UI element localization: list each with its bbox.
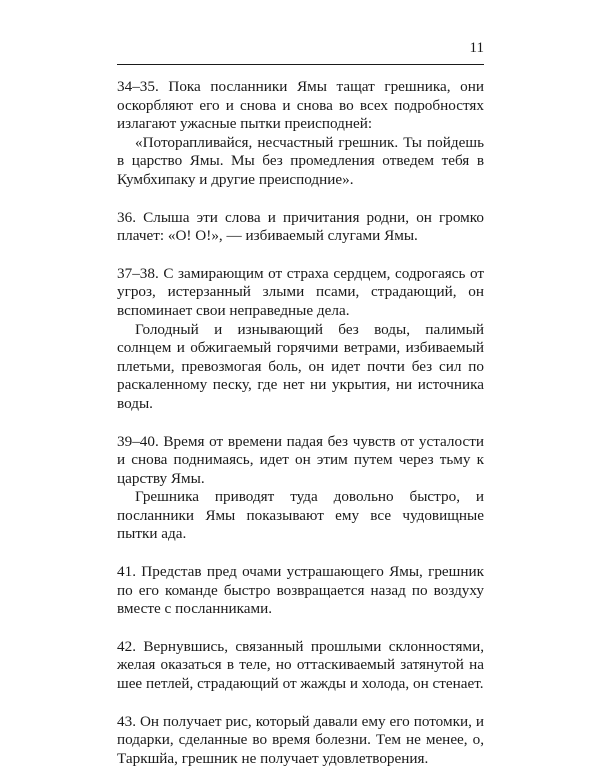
page-content [117, 78, 484, 768]
paragraph-verse-34-35: 34–35. Пока посланники Ямы тащат грешника, они оскорбляют его и снова и снова во всех подробностях излагают ужасные пытки преисподней: [117, 78, 484, 133]
paragraph-verse-36: 36. Слыша эти слова и причитания родни, он громко плачет: «О! О!», — избиваемый слугами Ямы. [117, 208, 484, 245]
page-header [117, 36, 484, 65]
paragraph-verse-42: 42. Вернувшись, связанный прошлыми склонностями, желая оказаться в теле, но оттаскиваемый затянутой на шее петлей, страдающий от жажды и холода, он стенает. [117, 637, 484, 693]
paragraph-verse-39-40-cont: Грешника приводят туда довольно быстро, и посланники Ямы показывают ему все чудовищные пытки ада. [117, 488, 484, 543]
page-number: 11 [469, 40, 484, 56]
paragraph-verse-37-38: 37–38. С замирающим от страха сердцем, содрогаясь от угроз, истерзанный злыми псами, страдающий, он вспоминает свои неправедные дела. [117, 264, 484, 319]
paragraph-verse-41: 41. Представ пред очами устрашающего Ямы, грешник по его команде быстро возвращается назад по воздуху вместе с посланниками. [117, 563, 484, 618]
paragraph-verse-37-38-cont: Голодный и изнывающий без воды, палимый солнцем и обжигаемый горячими ветрами, избиваемый плетьми, превозмогая боль, он идет почти без сил по раскаленному песку, где нет ни укрытия, ни источника воды. [117, 320, 484, 412]
paragraph-verse-39-40: 39–40. Время от времени падая без чувств от усталости и снова поднимаясь, идет он этим путем через тьму к царству Ямы. [117, 432, 484, 487]
paragraph-verse-43: 43. Он получает рис, который давали ему его потомки, и подарки, сделанные во время болезни. Тем не менее, о, Таркшйа, грешник не получает удовлетворения. [117, 712, 484, 767]
paragraph-quote-messengers: «Поторапливайся, несчастный грешник. Ты пойдешь в царство Ямы. Мы без промедления отведем тебя в Кумбхипаку и другие преисподние». [117, 133, 484, 188]
